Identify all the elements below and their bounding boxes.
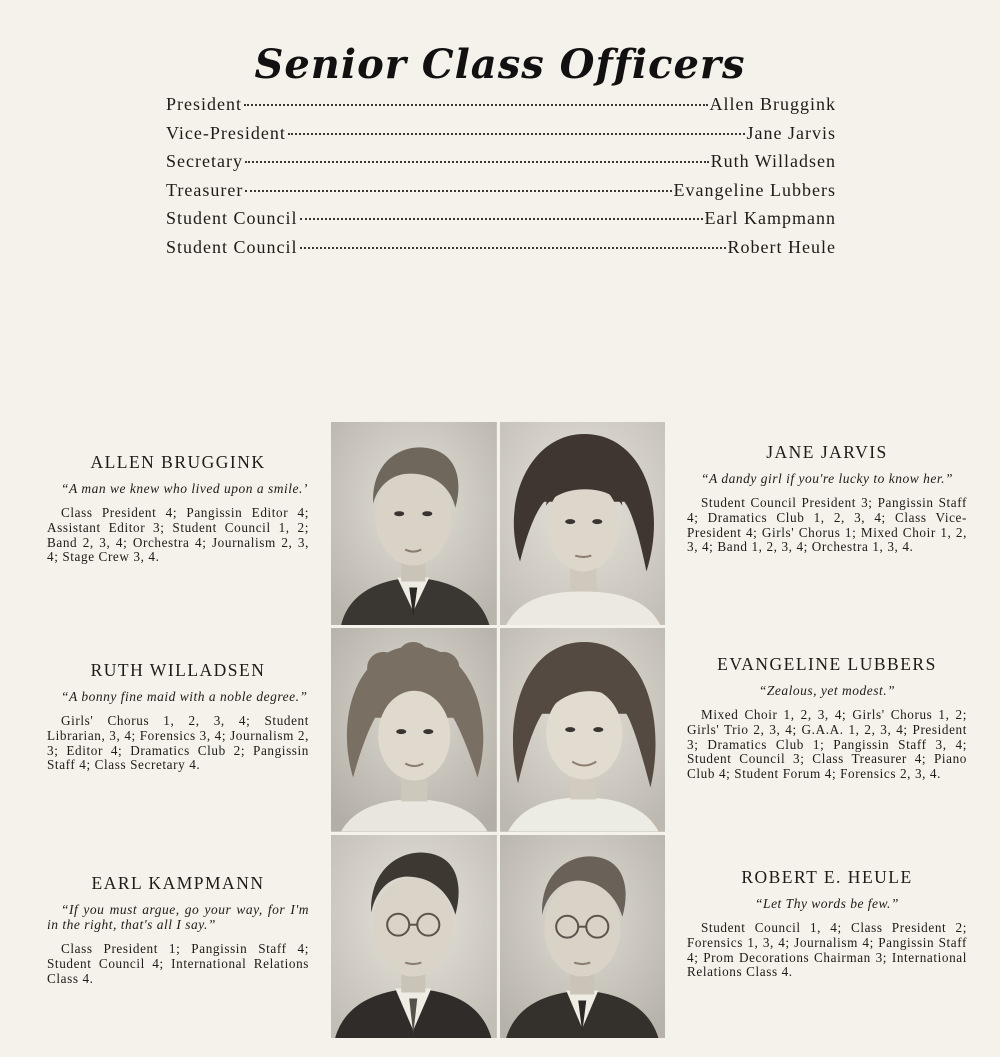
bio-quote: “A dandy girl if you're lucky to know her.” [701,471,953,486]
bio-jane-jarvis [687,442,967,555]
portrait-evangeline-lubbers [500,628,666,831]
officer-row [166,208,836,237]
officer-role: Student Council [166,236,298,257]
bio-quote: “Zealous, yet modest.” [758,683,896,698]
officer-name: Evangeline Lubbers [673,179,836,200]
bio-robert-heule [687,867,967,980]
bio-name: EARL KAMPMANN [91,873,265,893]
page-title: Senior Class Officers [254,40,746,88]
bio-activities: Class President 1; Pangissin Staff 4; Student Council 4; International Relations Class 4. [47,941,309,986]
officers-list [166,94,836,265]
portrait-robert-heule [500,835,666,1038]
bio-allen-bruggink [47,452,309,565]
officer-name: Allen Bruggink [709,94,836,114]
bio-quote: “If you must argue, go your way, for I'm in the right, that's all I say.” [47,902,309,932]
portrait-jane-jarvis [500,422,666,625]
bio-quote: “A man we knew who lived upon a smile.’ [61,481,308,496]
officer-name: Earl Kampmann [704,208,836,228]
bio-activities: Girls' Chorus 1, 2, 3, 4; Student Librarian, 3, 4; Forensics 3, 4; Journalism 2, 3; Editor 4; Dramatics Club 2; Pangissin Staff 4; Class Secretary 4. [47,713,309,773]
dot-leader [245,161,709,163]
dot-leader [245,190,671,192]
dot-leader [244,104,708,106]
bio-activities: Student Council President 3; Pangissin Staff 4; Dramatics Club 1, 2, 3, 4; Class Vice-President 4; Girls' Chorus 1; Mixed Choir 1, 2, 3, 4; Band 1, 2, 3, 4; Orchestra 1, 3, 4. [687,495,967,555]
bio-name: EVANGELINE LUBBERS [717,654,937,674]
officer-row [166,94,836,123]
portrait-ruth-willadsen [331,628,497,831]
bio-activities: Student Council 1, 4; Class President 2; Forensics 1, 3, 4; Journalism 4; Pangissin Staff 4; Prom Decorations Chairman 3; International Relations Class 4. [687,920,967,980]
officer-row [166,123,836,152]
officer-role: President [166,94,242,114]
officer-row [166,180,836,209]
officer-role: Vice-President [166,122,286,143]
officer-role: Treasurer [166,179,244,200]
bio-activities: Class President 4; Pangissin Editor 4; Assistant Editor 3; Student Council 1, 2; Band 2, 3, 4; Orchestra 4; Journalism 2, 3, 4; Stage Crew 3, 4. [47,505,309,565]
portrait-allen-bruggink [331,422,497,625]
bio-earl-kampmann [47,873,309,986]
bio-quote: “Let Thy words be few.” [755,896,899,911]
bio-name: RUTH WILLADSEN [90,660,266,680]
officer-row [166,151,836,180]
dot-leader [300,218,703,220]
bio-quote: “A bonny fine maid with a noble degree.” [61,689,308,704]
bio-activities: Mixed Choir 1, 2, 3, 4; Girls' Chorus 1, 2; Girls' Trio 2, 3, 4; G.A.A. 1, 2, 3, 4; President 3; Dramatics Club 1; Pangissin Staff 3, 4; Student Council 3; Class Treasurer 4; Piano Club 4; Student Forum 4; Forensics 2, 3, 4. [687,707,967,782]
bio-evangeline-lubbers [687,654,967,782]
officer-name: Jane Jarvis [746,122,836,143]
bio-name: JANE JARVIS [766,442,888,462]
bio-ruth-willadsen [47,660,309,773]
officer-role: Student Council [166,208,298,228]
officer-name: Ruth Willadsen [710,151,836,171]
portrait-grid [331,422,665,1038]
dot-leader [288,133,745,135]
dot-leader [300,247,726,249]
officer-name: Robert Heule [727,236,836,257]
officer-row [166,237,836,266]
portrait-earl-kampmann [331,835,497,1038]
officer-role: Secretary [166,151,243,171]
bio-name: ALLEN BRUGGINK [90,452,266,472]
bio-name: ROBERT E. HEULE [741,867,913,887]
